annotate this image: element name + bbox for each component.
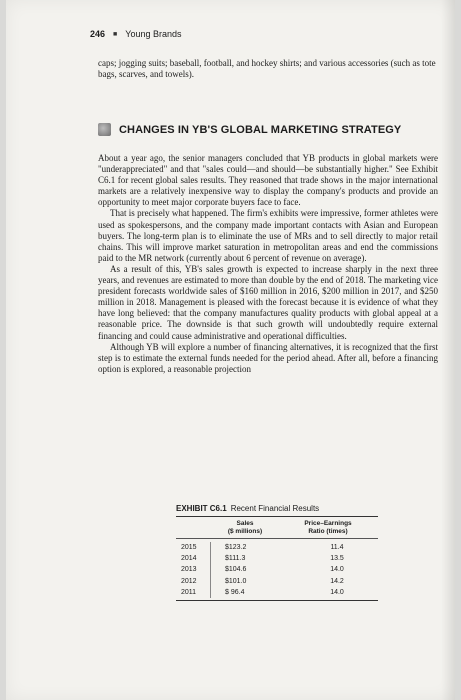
table-cell-sales: $104.6 [225, 566, 247, 574]
table-cell-year: 2012 [181, 577, 197, 585]
table-cell-year: 2014 [181, 555, 197, 563]
page-edge-shadow [441, 0, 455, 700]
intro-paragraph: caps; jogging suits; baseball, football, and hockey shirts; and various accessories (such as tote bags, scarves, and towels). [98, 58, 436, 80]
paragraph-1: About a year ago, the senior managers concluded that YB products in global markets were "underappreciated" and that "sales could—and should—be substantially higher." See Exhibit C6.1 for recent global sales results. They reasoned that trade shows in the major international markets are a relatively inexpensive way to display the company's products and provide an opportunity to meet major corporate buyers face to face. [98, 153, 438, 208]
sales-column-header: Sales ($ millions) [227, 520, 263, 535]
book-page [6, 0, 455, 700]
exhibit-bottom-rule [176, 600, 378, 601]
exhibit-subtitle: Recent Financial Results [230, 504, 320, 513]
running-header [90, 29, 181, 39]
section-bullet-icon [98, 123, 111, 136]
table-cell-year: 2013 [181, 566, 197, 574]
paragraph-4: Although YB will explore a number of financing alternatives, it is recognized that the first step is to estimate the external funds needed for the period ahead. After all, before a financing option is explored, a reasonable projection [98, 341, 438, 374]
section-heading [98, 123, 401, 136]
table-cell-year: 2015 [181, 544, 197, 551]
table-cell-pe: 14.0 [330, 566, 344, 574]
exhibit-title [176, 504, 378, 513]
table-cell-sales: $101.0 [225, 577, 247, 585]
pe-column-header: Price–Earnings Ratio (times) [304, 520, 352, 535]
table-cell-sales: $123.2 [225, 544, 247, 551]
exhibit-table [176, 504, 378, 601]
table-cell-sales: $111.3 [225, 555, 246, 563]
table-cell-pe: 11.4 [330, 544, 344, 551]
running-title: Young Brands [125, 29, 182, 39]
table-cell-pe: 13.5 [330, 555, 344, 563]
year-column-header [176, 520, 210, 536]
table-cell-year: 2011 [181, 588, 197, 596]
exhibit-label: EXHIBIT C6.1 [176, 504, 227, 513]
table-body [176, 542, 378, 598]
exhibit-top-rule [176, 516, 378, 517]
year-column [176, 542, 211, 598]
section-body [98, 153, 438, 375]
pe-column [281, 542, 377, 598]
header-rule [176, 538, 378, 539]
table-cell-pe: 14.2 [330, 577, 344, 585]
page-number: 246 [90, 29, 106, 39]
paragraph-2: That is precisely what happened. The firm's exhibits were impressive, former athletes were used as spokespersons, and the company made important contacts with Asian and European buyers. The long-term plan is to eliminate the use of MRs and to sell directly to major retail chains. This will improve market saturation in metropolitan areas and end the commissions paid to the MR network (currently about 6 percent of revenue on average). [98, 208, 438, 263]
table-cell-pe: 14.0 [330, 588, 344, 596]
paragraph-3: As a result of this, YB's sales growth is expected to increase sharply in the next three years, and revenues are estimated to more than double by the end of 2018. The marketing vice president forecasts worldwide sales of $160 million in 2016, $200 million in 2017, and $250 million in 2018. Management is pleased with the forecast because it is evidence of what they have long believed: that the company manufactures quality products with global appeal at a reasonable price. The downside is that such growth will undoubtedly require external financing and could cause administrative and operational difficulties. [98, 263, 438, 341]
table-header-row [176, 520, 378, 536]
sales-column [211, 542, 281, 598]
table-cell-sales: $ 96.4 [225, 588, 245, 596]
section-heading-text: CHANGES IN YB'S GLOBAL MARKETING STRATEGY [119, 123, 402, 136]
header-separator-icon: ■ [113, 30, 118, 38]
